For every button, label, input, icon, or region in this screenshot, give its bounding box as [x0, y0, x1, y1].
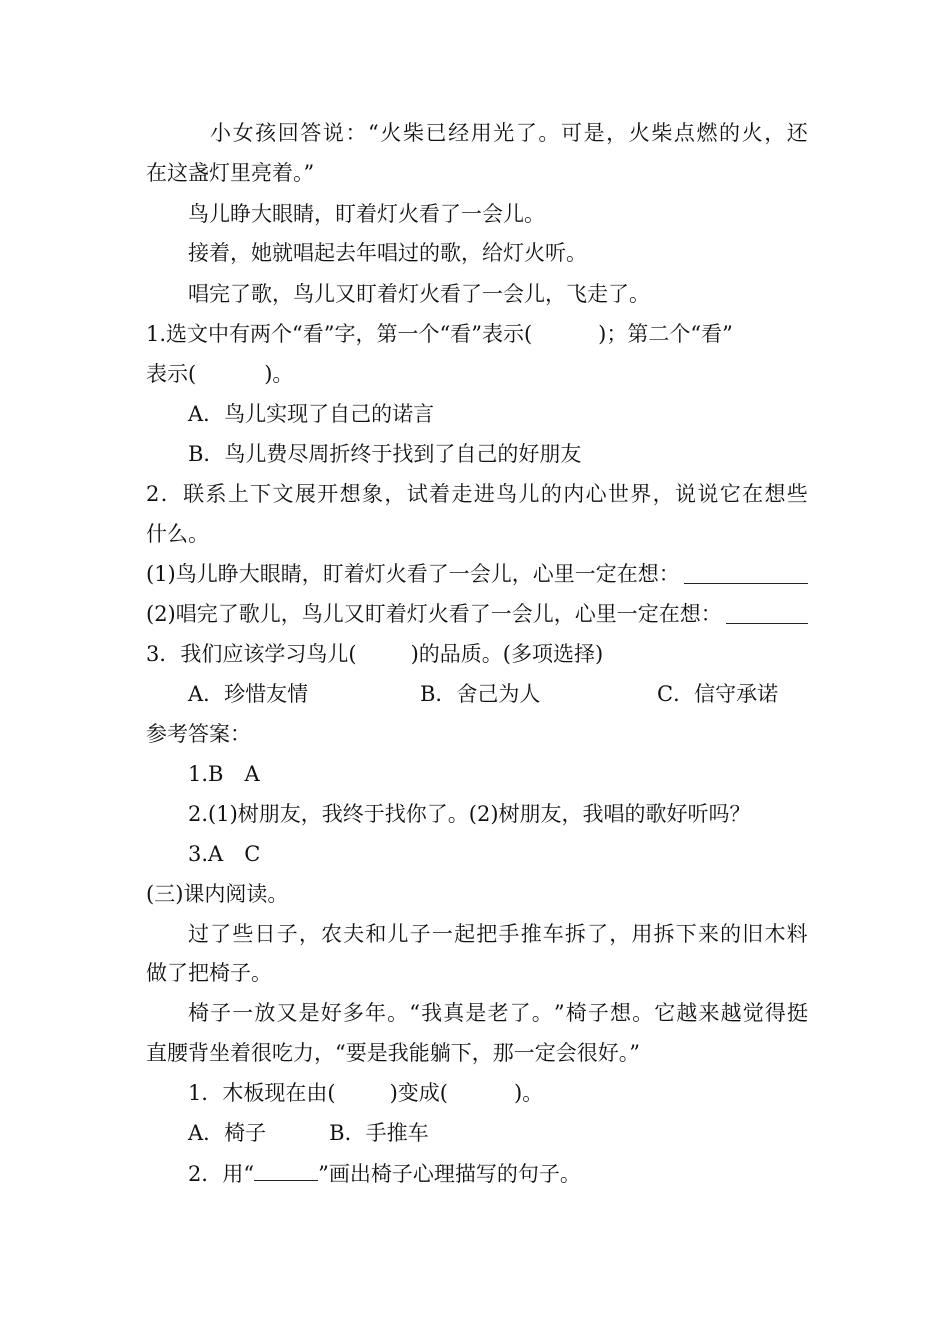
passage-paragraph-3: 接着，她就唱起去年唱过的歌，给灯火听。	[188, 241, 587, 265]
question-3-option-c: C．信守承诺	[657, 682, 779, 706]
question-2-sub-1	[146, 559, 808, 589]
answer-blank-line[interactable]	[684, 559, 808, 584]
question-3-option-b: B．舍己为人	[420, 682, 541, 706]
section-3-paragraph-2-line-2: 直腰背坐着很吃力，“要是我能躺下，那一定会很好。”	[146, 1041, 640, 1065]
passage-paragraph-4: 唱完了歌，鸟儿又盯着灯火看了一会儿，飞走了。	[188, 282, 650, 306]
section-3-question-1	[188, 1078, 543, 1108]
underline-sample	[254, 1158, 318, 1181]
question-1-text-d: )。	[264, 362, 294, 386]
section-3-heading: (三)课内阅读。	[146, 882, 289, 906]
question-1-text-a: 1.选文中有两个“看”字，第一个“看”表示(	[146, 322, 533, 346]
passage-paragraph-1-line-2: 在这盏灯里亮着。”	[146, 161, 315, 185]
question-3-text-a: 3．我们应该学习鸟儿(	[146, 642, 357, 666]
question-1-text-c: 表示(	[146, 362, 197, 386]
question-1-option-b: B．鸟儿费尽周折终于找到了自己的好朋友	[188, 442, 582, 466]
section-3-question-1-text-a: 1．木板现在由(	[188, 1081, 336, 1105]
answer-blank-line[interactable]	[726, 599, 808, 624]
question-2-line-1: 2 ． 联 系 上 下 文 展 开 想 象 ， 试 着 走 进 鸟 儿 的 内 心 世 界 ， 说 说 它 在 想 些	[146, 482, 808, 506]
section-3-question-2-text-a: 2．用“	[188, 1162, 255, 1186]
answer-1: 1.B A	[188, 762, 260, 786]
section-3-question-2	[188, 1158, 581, 1189]
question-3-stem	[146, 639, 603, 669]
question-3-text-b: )的品质。(多项选择)	[410, 642, 604, 666]
passage-paragraph-1-line-1: 小 女 孩 回 答 说 ： “ 火 柴 已 经 用 光 了 。 可 是 ， 火 柴 点 燃 的 火 ， 还	[210, 121, 808, 145]
section-3-paragraph-1-line-1: 过 了 些 日 子 ， 农 夫 和 儿 子 一 起 把 手 推 车 拆 了 ， 用 拆 下 来 的 旧 木 料	[188, 922, 808, 946]
question-1-option-a: A．鸟儿实现了自己的诺言	[188, 402, 435, 426]
question-2-sub-1-text: (1)鸟儿睁大眼睛，盯着灯火看了一会儿，心里一定在想：	[146, 562, 680, 586]
section-3-paragraph-2-line-1: 椅 子 一 放 又 是 好 多 年 。 “ 我 真 是 老 了 。 ” 椅 子 想 。 它 越 来 越 觉 得 挺	[188, 1001, 808, 1025]
question-2-sub-2-text: (2)唱完了歌儿，鸟儿又盯着灯火看了一会儿，心里一定在想：	[146, 602, 722, 626]
section-3-question-1-text-b: )变成(	[389, 1081, 448, 1105]
section-3-paragraph-1-line-2: 做了把椅子。	[146, 961, 272, 985]
question-1-line-2	[146, 359, 293, 389]
answer-2: 2.(1)树朋友，我终于找你了。(2)树朋友，我唱的歌好听吗？	[188, 802, 751, 826]
section-3-question-1-text-c: )。	[513, 1081, 544, 1105]
section-3-question-1-options: A．椅子 B．手推车	[188, 1121, 429, 1145]
question-2-line-2: 什么。	[146, 522, 209, 546]
answer-3: 3.A C	[188, 842, 261, 866]
question-2-sub-2	[146, 599, 808, 629]
question-3-option-a: A．珍惜友情	[188, 682, 309, 706]
passage-paragraph-2: 鸟儿睁大眼睛，盯着灯火看了一会儿。	[188, 202, 545, 226]
section-3-question-2-text-b: ”画出椅子心理描写的句子。	[318, 1162, 581, 1186]
answers-heading: 参考答案：	[146, 722, 251, 746]
question-1-line-1	[146, 319, 808, 349]
question-1-text-b: )；第二个“看”	[598, 322, 733, 346]
